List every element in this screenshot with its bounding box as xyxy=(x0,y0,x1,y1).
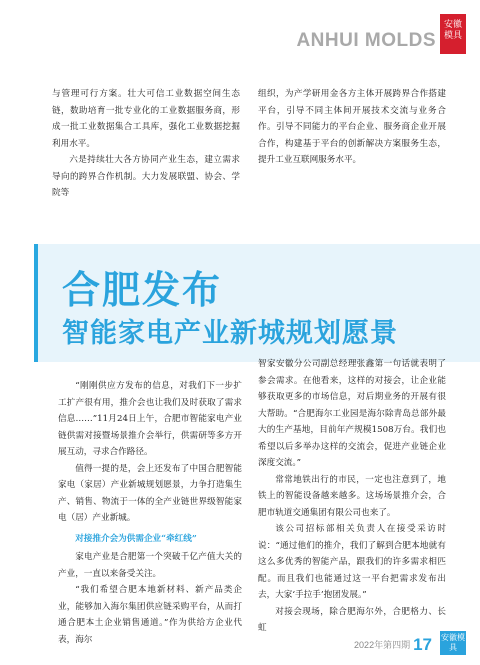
paragraph: 六是持续壮大各方协同产业生态，建立需求导向的跨界合作机制。大力发展联盟、协会、学院等 xyxy=(52,155,240,198)
paragraph: 智家安徽分公司副总经理张鑫第一句话就表明了参会需求。在他看来，这样的对接会，让企业能够获取更多的市场信息，对后期业务的开展有很大帮助。“合肥海尔工业园是海尔除青岛总部外最大的生产基地，目前年产规模1508万台。我们也希望以后多举办这样的交流会，促进产业链企业深度交流。” xyxy=(258,359,446,468)
paragraph: 家电产业是合肥第一个突破千亿产值大关的产业，一直以来备受关注。 xyxy=(58,552,242,579)
article-column-right xyxy=(258,356,446,637)
continued-column-right xyxy=(258,86,446,169)
paragraph: “刚刚供应方发布的信息，对我们下一步扩工扩产很有用，推介会也让我们及时获取了需求信息……”11月24日上午，合肥市智能家电产业链供需对接暨场景推介会举行，供需研等多方开展互动，寻求合作路径。 xyxy=(58,381,242,457)
paragraph: 对接会现场，除合肥海尔外，合肥格力、长虹 xyxy=(258,606,446,633)
page-number: 17 xyxy=(413,635,432,654)
section-subheading: 对接推介会为供需企业“牵红线” xyxy=(75,533,197,544)
footer-tag: 安徽模具 xyxy=(440,631,466,655)
article-subtitle: 智能家电产业新城规划愿景 xyxy=(62,318,398,349)
paragraph: 组织，为产学研用金各方主体开展跨界合作搭建平台，引导不同主体间开展技术交流与业务合作。引导不同能力的平台企业、服务商企业开展合作，构建基于平台的创新解决方案服务生态，提升工业互联网服务水平。 xyxy=(258,89,446,165)
brand-tag: 安徽模具 xyxy=(440,14,466,54)
article-column-left xyxy=(58,378,242,648)
paragraph: 常常地铁出行的市民，一定也注意到了，地铁上的智能设备越来越多。这场场景推介会，合肥市轨道交通集团有限公司也来了。 xyxy=(258,474,446,518)
continued-column-left xyxy=(52,86,240,202)
paragraph: 值得一提的是，会上还发布了中国合肥智能家电（家居）产业新城规划愿景，力争打造集生产、销售、物流于一体的全产业链世界级智能家电（居）产业新城。 xyxy=(58,463,242,523)
issue-label: 2022年第四期 xyxy=(354,640,411,650)
paragraph: “我们希望合肥本地新材料、新产品类企业，能够加入海尔集团供应链采购平台，从而打通合肥本土企业销售通道。”作为供给方企业代表，海尔 xyxy=(58,585,242,645)
page-header xyxy=(0,0,480,64)
page-footer xyxy=(354,635,432,655)
brand-name: ANHUI MOLDS xyxy=(296,30,436,51)
article-title: 合肥发布 xyxy=(62,268,223,312)
paragraph: 与管理可行方案。壮大可信工业数据空间生态链，数助培育一批专业化的工业数据服务商，形成一批工业数据集合工具库，强化工业数据挖掘利用水平。 xyxy=(52,89,240,149)
paragraph: 该公司招标部相关负责人在接受采访时说：“通过他们的推介，我们了解到合肥本地就有这么多优秀的智能产品，跟我们的许多需求相匹配。而且我们也能通过这一平台把需求发布出去，大家‘手拉手’抱团发展。” xyxy=(258,524,446,600)
